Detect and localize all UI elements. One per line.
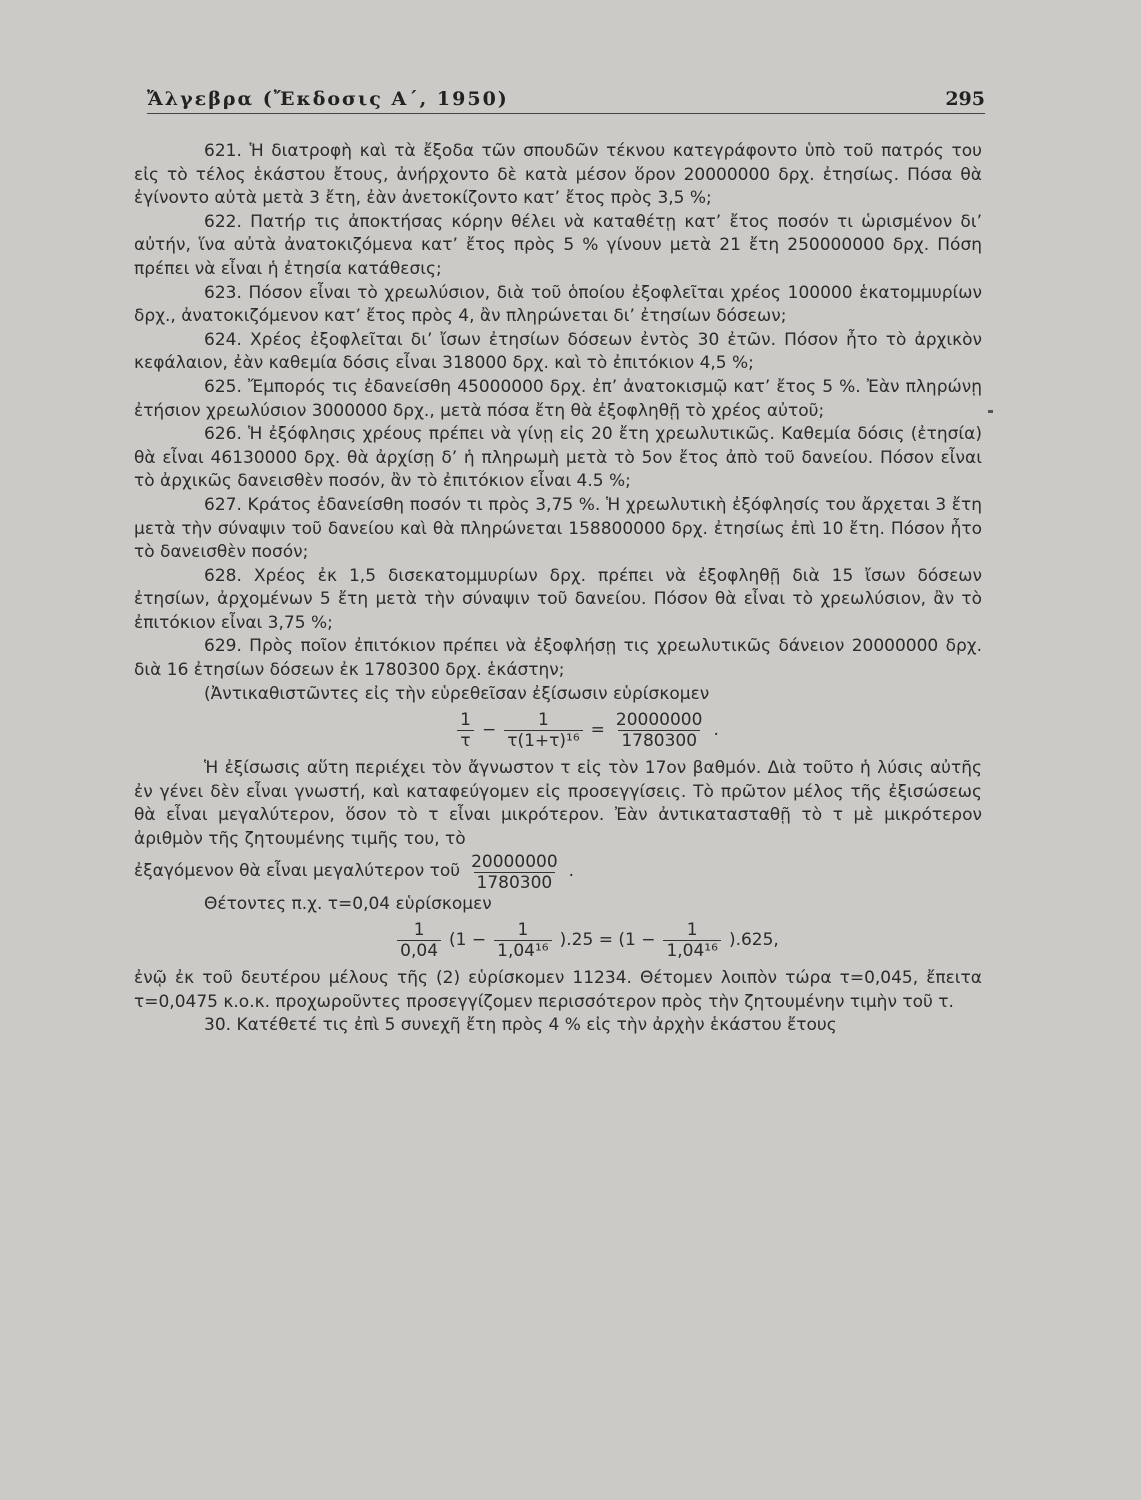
exercise-628: 628. Χρέος ἐκ 1,5 δισεκατομμυρίων δρχ. πρέπει νὰ ἐξοφληθῇ διὰ 15 ἴσων δόσεων ἐτησίων, ἀρχομένων 5 ἔτη μετὰ τὴν σύναψιν τοῦ δανείου. Πόσον θὰ εἶναι τὸ χρεωλύσιον, ἂν τὸ ἐπιτόκιον εἶναι 3,75 %; xyxy=(134,565,982,633)
fraction: $\frac{1}{\tau}$ xyxy=(457,710,474,751)
equation-1: $\frac{1}{\tau}$ − $\frac{1}{\text{τ(1+τ)¹⁶}}$ = $\frac{20000000}{1780300}$ . xyxy=(194,710,982,751)
fraction: $\frac{20000000}{1780300}$ xyxy=(471,851,558,893)
fraction: $\frac{1}{\text{1,04¹⁶}}$ xyxy=(494,920,551,961)
exercise-630: 30. Κατέθετέ τις ἐπὶ 5 συνεχῆ ἔτη πρὸς 4 % εἰς τὴν ἀρχὴν ἑκάστου ἔτους xyxy=(204,1015,837,1036)
substitution-line: Θέτοντες π.χ. τ=0,04 εὑρίσκομεν xyxy=(204,893,492,914)
fraction: $\frac{1}{\text{1,04¹⁶}}$ xyxy=(663,920,720,961)
inline-equation-line: ἐξαγόμενον θὰ εἶναι μεγαλύτερον τοῦ $\frac{20000000}{1780300}$ . xyxy=(134,851,575,893)
fraction: $\frac{20000000}{1780300}$ xyxy=(615,710,703,752)
exercise-624: 624. Χρέος ἐξοφλεῖται δι’ ἴσων ἐτησίων δόσεων ἐντὸς 30 ἐτῶν. Πόσον ἦτο τὸ ἀρχικὸν κεφάλαιον, ἐὰν καθεμία δόσις εἶναι 318000 δρχ. καὶ τὸ ἐπιτόκιον 4,5 %; xyxy=(134,329,982,374)
fraction: $\frac{1}{\text{τ(1+τ)¹⁶}}$ xyxy=(504,710,582,751)
exercise-629-hint: (Ἀντικαθιστῶντες εἰς τὴν εὑρεθεῖσαν ἐξίσωσιν εὑρίσκομεν xyxy=(204,683,710,704)
page-body xyxy=(134,140,982,1038)
fraction: $\frac{1}{0,04}$ xyxy=(397,920,441,961)
exercise-623: 623. Πόσον εἶναι τὸ χρεωλύσιον, διὰ τοῦ ὁποίου ἐξοφλεῖται χρέος 100000 ἑκατομμυρίων δρχ., ἀνατοκιζόμενον κατ’ ἔτος πρὸς 4, ἂν πληρώνεται δι’ ἐτησίων δόσεων; xyxy=(134,282,982,327)
header-title: Ἄλγεβρα (Ἔκδοσις Α΄, 1950) xyxy=(147,88,509,110)
equation-2: $\frac{1}{0,04}$ (1 − $\frac{1}{\text{1,04¹⁶}}$ ).25 = (1 − $\frac{1}{\text{1,04¹⁶}}$ ).625, xyxy=(194,920,982,961)
exercise-627: 627. Κράτος ἐδανείσθη ποσόν τι πρὸς 3,75 %. Ἡ χρεωλυτικὴ ἐξόφλησίς του ἄρχεται 3 ἔτη μετὰ τὴν σύναψιν τοῦ δανείου καὶ θὰ πληρώνεται 158800000 δρχ. ἐτησίως ἐπὶ 10 ἔτη. Πόσον ἦτο τὸ δανεισθὲν ποσόν; xyxy=(134,494,982,563)
running-header xyxy=(147,88,985,114)
exercise-629: 629. Πρὸς ποῖον ἐπιτόκιον πρέπει νὰ ἐξοφλήσῃ τις χρεωλυτικῶς δάνειον 20000000 δρχ. διὰ 16 ἐτησίων δόσεων ἐκ 1780300 δρχ. ἑκάστην; xyxy=(134,636,982,681)
exercise-625: 625. Ἔμπορός τις ἐδανείσθη 45000000 δρχ. ἐπ’ ἀνατοκισμῷ κατ’ ἔτος 5 %. Ἐὰν πληρώνῃ ἐτήσιον χρεωλύσιον 3000000 δρχ., μετὰ πόσα ἔτη θὰ ἐξοφληθῇ τὸ χρέος αὐτοῦ; xyxy=(134,376,982,421)
closing-paragraph: ἐνῷ ἐκ τοῦ δευτέρου μέλους τῆς (2) εὑρίσκομεν 11234. Θέτομεν λοιπὸν τώρα τ=0,045, ἔπειτα τ=0,0475 κ.ο.κ. προχωροῦντες προσεγγίζομεν περισσότερον πρὸς τὴν ζητουμένην τιμὴν τοῦ τ. xyxy=(134,968,982,1012)
explanation-paragraph: Ἡ ἐξίσωσις αὕτη περιέχει τὸν ἄγνωστον τ εἰς τὸν 17ον βαθμόν. Διὰ τοῦτο ἡ λύσις αὐτῆς ἐν γένει δὲν εἶναι γνωστή, καὶ καταφεύγομεν εἰς προσεγγίσεις. Τὸ πρῶτον μέλος τῆς ἐξισώσεως θὰ εἶναι μεγαλύτερον, ὅσον τὸ τ εἶναι μικρότερον. Ἐὰν ἀντικατασταθῇ τὸ τ μὲ μικρότερον ἀριθμὸν τῆς ζητουμένης τιμῆς του, τὸ xyxy=(134,758,982,850)
stray-mark xyxy=(988,410,993,413)
page-number: 295 xyxy=(945,88,985,110)
exercise-622: 622. Πατήρ τις ἀποκτήσας κόρην θέλει νὰ καταθέτῃ κατ’ ἔτος ποσόν τι ὡρισμένον δι’ αὐτήν, ἵνα αὐτὰ ἀνατοκιζόμενα κατ’ ἔτος πρὸς 5 % γίνουν μετὰ 21 ἔτη 250000000 δρχ. Πόση πρέπει νὰ εἶναι ἡ ἐτησία κατάθεσις; xyxy=(134,211,982,279)
exercise-626: 626. Ἡ ἐξόφλησις χρέους πρέπει νὰ γίνῃ εἰς 20 ἔτη χρεωλυτικῶς. Καθεμία δόσις (ἐτησία) θὰ εἶναι 46130000 δρχ. θὰ ἀρχίσῃ δ’ ἡ πληρωμὴ μετὰ τὸ 5ον ἔτος ἀπὸ τοῦ δανείου. Πόσον εἶναι τὸ ἀρχικῶς δανεισθὲν ποσόν, ἂν τὸ ἐπιτόκιον εἶναι 4.5 %; xyxy=(134,424,982,492)
exercise-621: 621. Ἡ διατροφὴ καὶ τὰ ἔξοδα τῶν σπουδῶν τέκνου κατεγράφοντο ὑπὸ τοῦ πατρός του εἰς τὸ τέλος ἑκάστου ἔτους, ἀνήρχοντο δὲ κατὰ μέσον ὅρον 20000000 δρχ. ἐτησίως. Πόσα θὰ ἐγίνοντο αὐτὰ μετὰ 3 ἔτη, ἐὰν ἀνετοκίζοντο κατ’ ἔτος πρὸς 3,5 %; xyxy=(134,141,982,209)
